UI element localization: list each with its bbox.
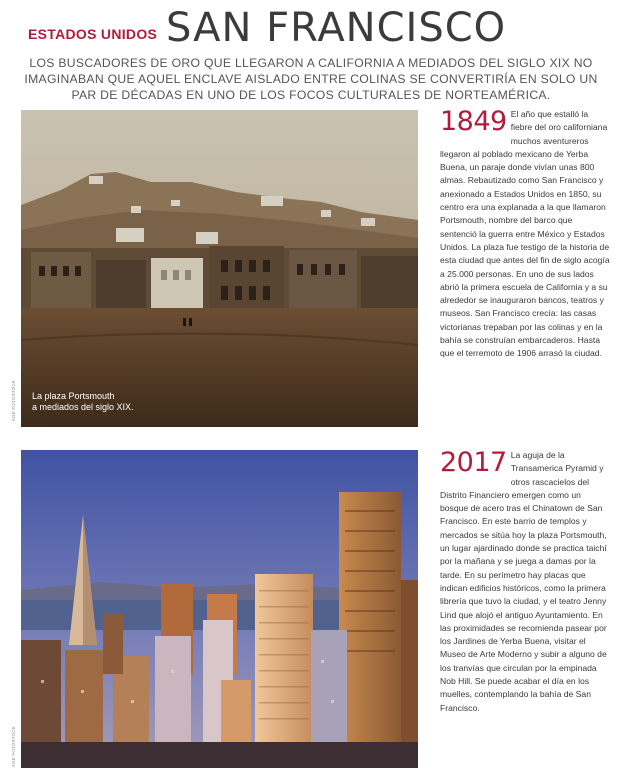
section-kicker: ESTADOS UNIDOS [28,26,158,42]
modern-photo [21,450,418,768]
page-title: SAN FRANCISCO [166,5,507,51]
lede-paragraph: LOS BUSCADORES DE ORO QUE LLEGARON A CALIFORNIA A MEDIADOS DEL SIGLO XIX NO IMAGINABAN QUE AQUEL ENCLAVE AISLADO ENTRE COLINAS SE CONVERTIRÍA EN SOLO UN PAR DE DÉCADAS EN UNO DE LOS FOCOS CULTURALES DE NORTEAMÉRICA. [24,56,598,102]
historic-photo-illustration [21,110,418,427]
photo-credit: AGE FOTOSTOCK [11,726,16,768]
historic-photo [21,110,418,427]
article-body-2017: La aguja de la Transamerica Pyramid y otros rascacielos del Distrito Financiero emergen como un bosque de acero tras el Chinatown de San Francisco. En este barrio de templos y mercados se sitúa hoy la plaza Portsmouth, un lugar ajardinado donde se practica taichí por la mañana y se juega a damas por la tarde. En su perímetro hay placas que indican edificios históricos, como la primera librería que tuvo la ciudad, y el teatro Jenny Lind que alojó el antiguo Ayuntamiento. En las proximidades se recomienda pasear por los Jardines de Yerba Buena, visitar el Museo de Arte Moderno y subir a alguno de los tranvías que circulan por la empinada Nob Hill. Se puede acabar el día en los muelles, contemplando la bahía de San Francisco. [440,450,607,713]
article-column-1849 [440,108,610,361]
photo-caption: La plaza Portsmouth a mediados del siglo XIX. [32,391,134,412]
year-2017: 2017 [440,447,507,478]
year-1849: 1849 [440,106,507,137]
modern-photo-illustration [21,450,418,768]
photo-credit: AGE FOTOSTOCK [11,380,16,422]
article-body-1849: El año que estalló la fiebre del oro californiana muchos aventureros llegaron al poblado mexicano de Yerba Buena, un paraje donde vivían unas 800 almas. Rebautizado como San Francisco y anexionado a Estados Unidos en 1850, su centro era una explanada a la que llamaron Portsmouth, nombre del barco que sentenció la guerra entre México y Estados Unidos. La plaza fue testigo de la historia de esta ciudad que antes del fin de siglo acogía a 25.000 personas. En uno de sus lados abrió la primera escuela de California y a su alrededor se inauguraron bancos, teatros y museos. San Francisco crecía: las casas victorianas trepaban por las colinas y en la bahía se construían embarcaderos. Hasta que el terremoto de 1906 arrasó la ciudad. [440,109,610,359]
article-column-2017 [440,449,610,715]
